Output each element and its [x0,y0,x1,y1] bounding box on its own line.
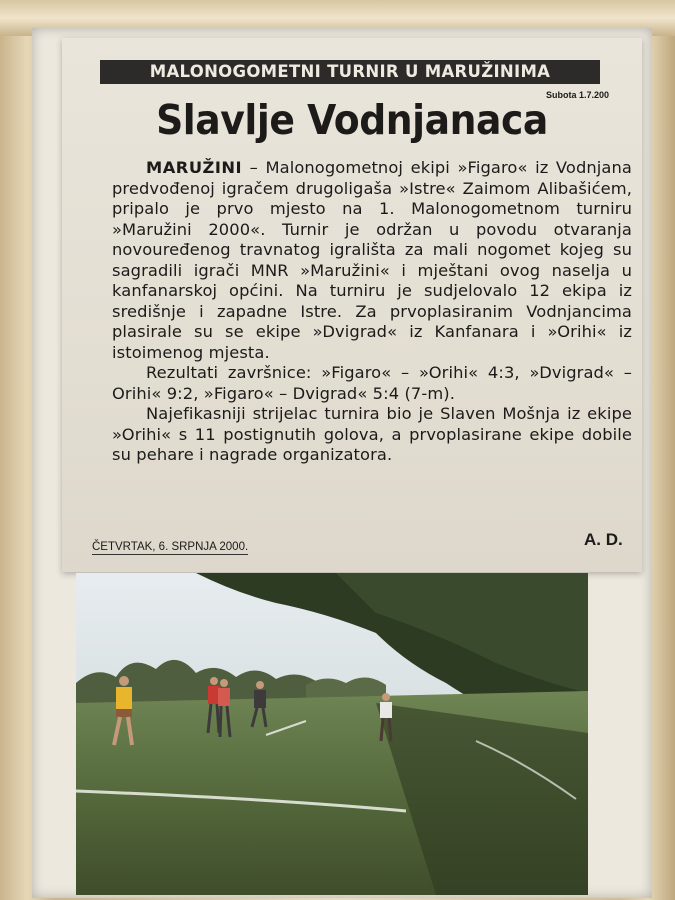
football-field-photo [76,573,588,895]
footer-date: ČETVRTAK, 6. SRPNJA 2000. [92,541,249,553]
lead-word: MARUŽINI [146,158,243,177]
article-headline: Slavlje Vodnjanaca [156,96,548,144]
article-body [112,158,632,466]
paragraph-3: Najefikasniji strijelac turnira bio je Slaven Mošnja iz ekipe »Orihi« s 11 postignutih golova, a prvoplasirane ekipe dobile su pehare i nagrade organizatora. [112,404,632,464]
paragraph-2: Rezultati završnice: »Figaro« – »Orihi« 4:3, »Dvigrad« – Orihi« 9:2, »Figaro« – Dvigrad« 5:4 (7-m). [112,363,632,403]
team-photo [76,573,588,895]
paragraph-1-text: – Malonogometnoj ekipi »Figaro« iz Vodnjana predvođenoj igračem drugoligaša »Istre« Zaimom Alibašićem, pripalo je prvo mjesto na 1. Malonogometnom turniru »Maružini 2000«. Turnir je održan u povodu otvaranja novouređenog travnatog igrališta za mali nogomet kojeg su sagradili igrači MNR »Maružini« i mještani ovog naselja u kanfanarskoj općini. Na turniru je sudjelovalo 12 ekipa iz središnje i zapadne Istre. Za prvoplasiranim Vodnjancima plasirale su se ekipe »Dvigrad« iz Kanfanara i »Orihi« iz istoimenog mjesta. [112,158,632,362]
article-kicker: MALONOGOMETNI TURNIR U MARUŽINIMA [100,60,600,84]
top-date: Subota 1.7.200 [546,90,610,100]
author-initials: A. D. [584,530,623,549]
paragraph-1 [112,158,632,363]
newspaper-clipping [62,38,642,572]
